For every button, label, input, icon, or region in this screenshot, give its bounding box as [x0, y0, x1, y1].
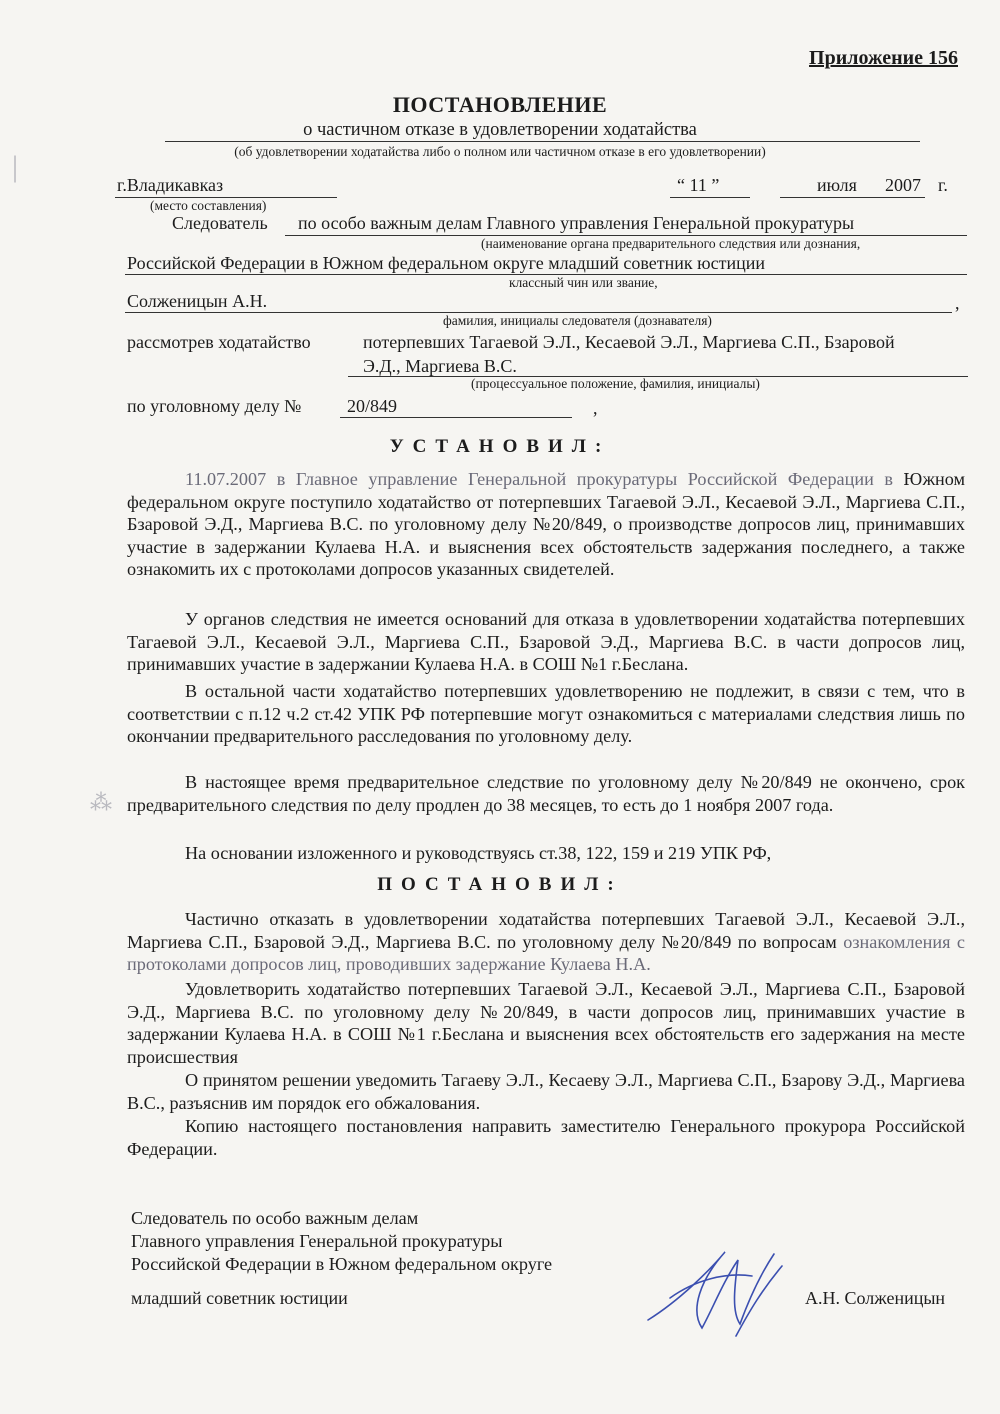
- established-paragraph-2: У органов следствия не имеется оснований для отказа в удовлетворении ходатайства потерпевших Тагаевой Э.Л., Кесаевой Э.Л., Маргиева С.П., Бзаровой Э.Д., Маргиева В.С. в части допросов лиц, принимавших участие в задержании Кулаева Н.А. в СОШ №1 г.Беслана.: [127, 609, 965, 674]
- investigator-note1: (наименование органа предварительного следствия или дознания,: [481, 236, 861, 251]
- date-month-underline: [780, 197, 885, 198]
- established-paragraph-5: На основании изложенного и руководствуясь ст.38, 122, 159 и 219 УПК РФ,: [185, 843, 772, 863]
- established-p1-text: Южном федеральном округе поступило ходатайство от потерпевших Тагаевой Э.Л., Кесаевой Э.Л., Маргиева С.П., Бзаровой Э.Д., Маргиева В.С. по уголовному делу №20/849, о производстве допросов лиц, принимавших участие в задержании Кулаева Н.А. и выяснения всех обстоятельств задержания последнего, а также ознакомить их с протоколами допросов указанных свидетелей.: [127, 469, 966, 579]
- established-paragraph-1: [127, 468, 965, 581]
- date-year-underline: [885, 197, 925, 198]
- investigator-note2: классный чин или звание,: [509, 275, 658, 290]
- investigator-line1: по особо важным делам Главного управления Генеральной прокуратуры: [298, 213, 855, 233]
- petition-label: рассмотрев ходатайство: [127, 332, 311, 352]
- date-year: 2007: [885, 175, 921, 195]
- investigator-note3: фамилия, инициалы следователя (дознавателя): [443, 313, 712, 328]
- date-day-underline: [670, 197, 750, 198]
- signature-title-block: [131, 1207, 552, 1276]
- resolved-p1-faded-text: ознакомления с протоколами допросов лиц, проводивших задержание Кулаева Н.А.: [127, 931, 966, 974]
- established-p1-faded-text: 11.07.2007 в Главное управление Генеральной прокуратуры Российской Федерации в: [185, 469, 893, 489]
- investigator-line2: Российской Федерации в Южном федеральном округе младший советник юстиции: [127, 253, 766, 273]
- document-subtitle: о частичном отказе в удовлетворении ходатайства: [303, 120, 697, 140]
- resolved-paragraph-2: Удовлетворить ходатайство потерпевших Тагаевой Э.Л., Кесаевой Э.Л., Маргиева С.П., Бзаровой Э.Д., Маргиева В.С. по уголовному делу №20/849, в части допросов лиц, принимавших участие в задержании Кулаева Н.А. в СОШ №1 г.Беслана и выяснения всех обстоятельств его задержания на месте происшествия: [127, 979, 965, 1067]
- signature-rank: младший советник юстиции: [131, 1288, 348, 1308]
- resolved-paragraph-1: [127, 908, 965, 976]
- resolved-paragraph-4: Копию настоящего постановления направить заместителю Генерального прокурора Российской Федерации.: [127, 1116, 965, 1159]
- petition-note: (процессуальное положение, фамилия, инициалы): [471, 376, 760, 391]
- resolved-p1-text: Частично отказать в удовлетворении ходатайства потерпевших Тагаевой Э.Л., Кесаевой Э.Л., Маргиева С.П., Бзаровой Э.Д., Маргиева В.С. по уголовному делу №20/849 по вопросам: [127, 909, 965, 952]
- investigator-comma: ,: [955, 293, 960, 313]
- appendix-number: Приложение 156: [809, 47, 958, 69]
- established-heading: УСТАНОВИЛ:: [389, 436, 611, 457]
- established-paragraph-3: В остальной части ходатайство потерпевших удовлетворению не подлежит, в связи с тем, что в соответствии с п.12 ч.2 ст.42 УПК РФ потерпевшие могут ознакомиться с материалами следствия лишь по окончании предварительного расследования по уголовному делу.: [127, 681, 965, 746]
- investigator-name: Солженицын А.Н.: [127, 291, 268, 311]
- date-day: “ 11 ”: [677, 175, 720, 195]
- scan-mark-icon: |: [12, 150, 19, 183]
- signature-line-2: Главного управления Генеральной прокуратуры: [131, 1231, 503, 1251]
- resolved-heading: ПОСТАНОВИЛ:: [377, 874, 623, 895]
- signature-name: А.Н. Солженицын: [805, 1288, 946, 1308]
- resolved-paragraph-3: О принятом решении уведомить Тагаеву Э.Л., Кесаеву Э.Л., Маргиева С.П., Бзарову Э.Д., Маргиева В.С., разъяснив им порядок его обжалования.: [127, 1070, 965, 1113]
- subtitle-note: (об удовлетворении ходатайства либо о полном или частичном отказе в его удовлетворении): [234, 144, 766, 159]
- date-suffix: г.: [938, 175, 948, 195]
- established-paragraph-4: В настоящее время предварительное следствие по уголовному делу №20/849 не окончено, срок предварительного следствия по делу продлен до 38 месяцев, то есть до 1 ноября 2007 года.: [127, 772, 965, 815]
- case-number: 20/849: [347, 396, 398, 416]
- petition-line1: потерпевших Тагаевой Э.Л., Кесаевой Э.Л., Маргиева С.П., Бзаровой: [363, 332, 895, 352]
- place-value: г.Владикавказ: [117, 175, 224, 195]
- date-month: июля: [817, 175, 857, 195]
- case-underline: [340, 417, 572, 418]
- signature-line-1: Следователь по особо важным делам: [131, 1208, 419, 1228]
- handwritten-signature-icon: [640, 1240, 800, 1340]
- signature-line-3: Российской Федерации в Южном федеральном округе: [131, 1254, 553, 1274]
- scan-smudge-icon: ⁂: [90, 790, 112, 815]
- petition-line2: Э.Д., Маргиева В.С.: [363, 356, 517, 376]
- case-label: по уголовному делу №: [127, 396, 302, 416]
- document-title: ПОСТАНОВЛЕНИЕ: [392, 92, 608, 117]
- investigator-label: Следователь: [172, 213, 268, 233]
- place-note: (место составления): [150, 198, 267, 213]
- subtitle-underline: [165, 141, 920, 142]
- case-comma: ,: [593, 398, 598, 418]
